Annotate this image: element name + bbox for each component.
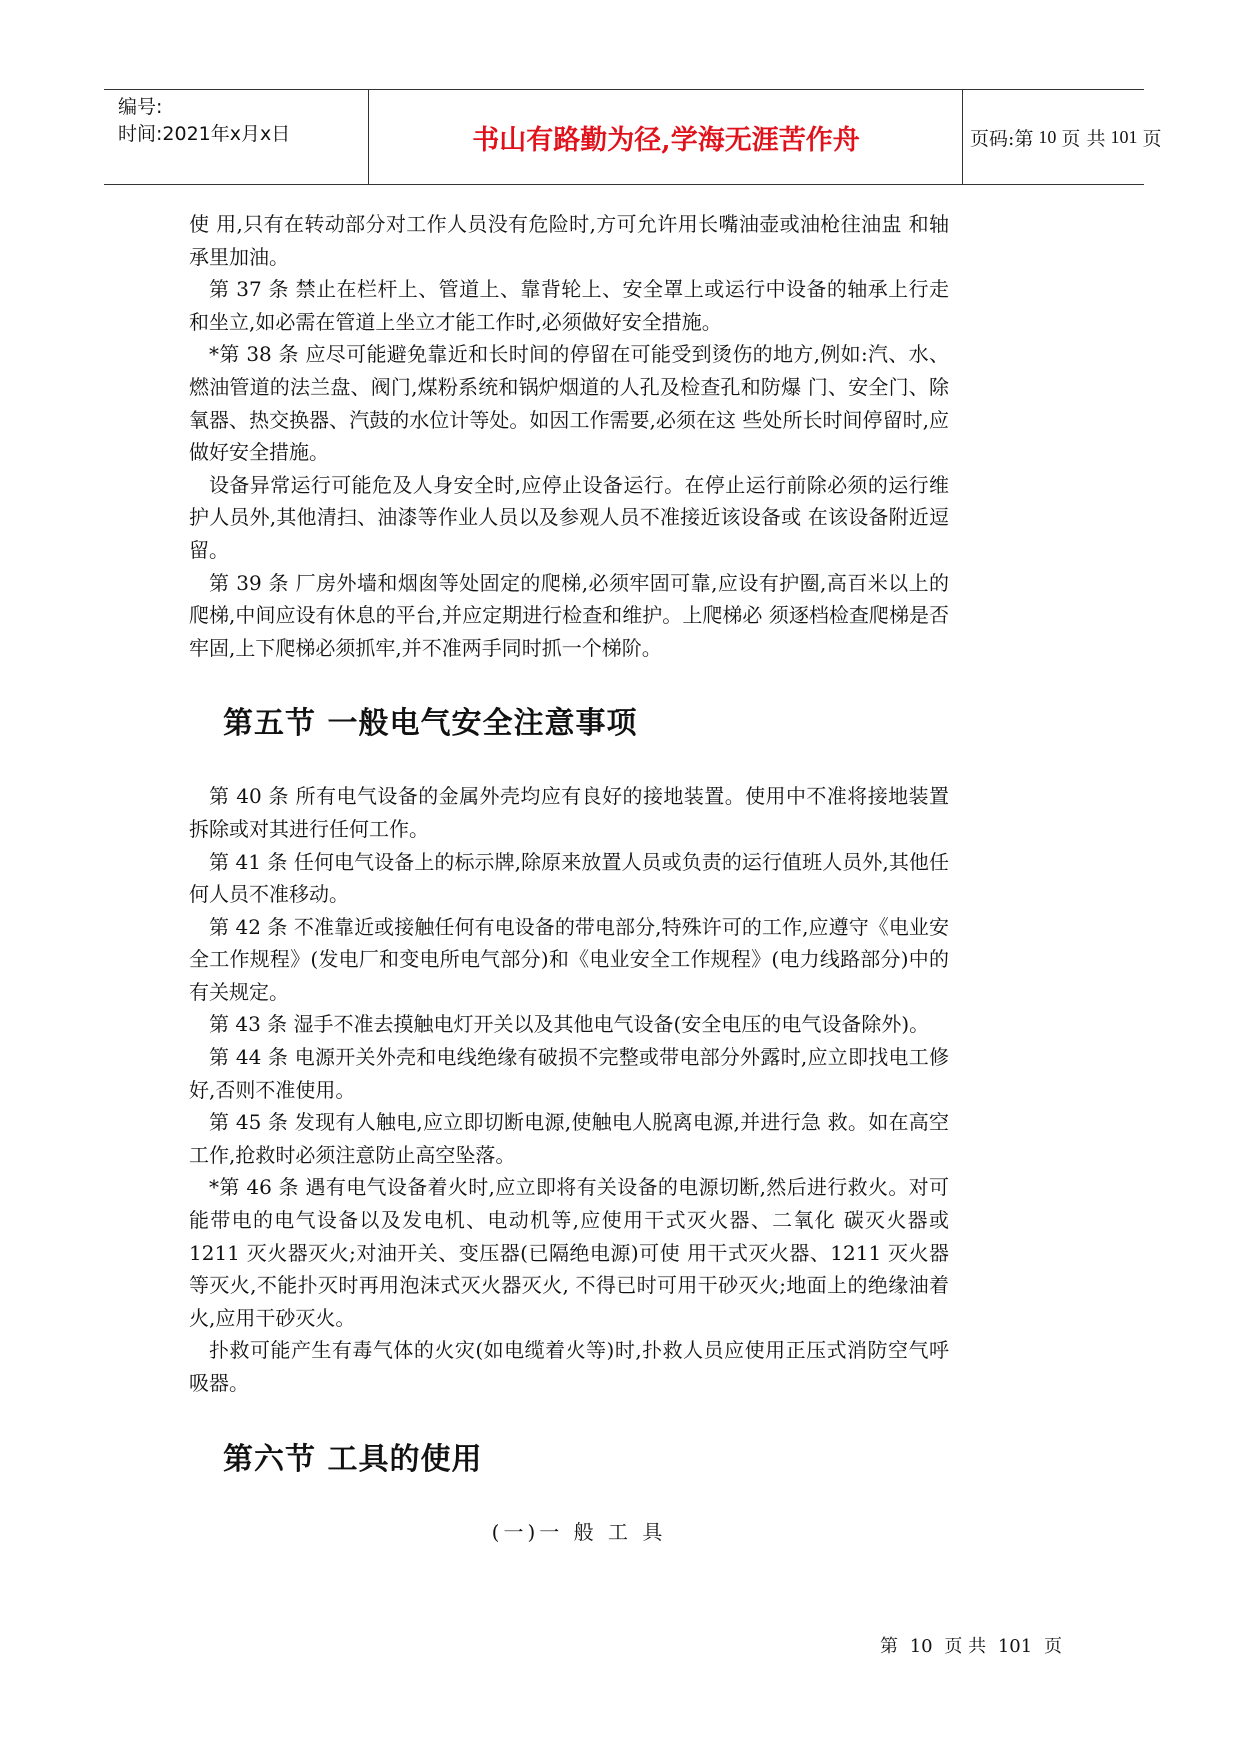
paragraph: 使 用,只有在转动部分对工作人员没有危险时,方可允许用长嘴油壶或油枪往油盅 和轴承里加油。 bbox=[189, 212, 949, 269]
header-page-number: 10 bbox=[1038, 126, 1057, 147]
header-page-indicator bbox=[970, 90, 1161, 184]
paragraph: *第 38 条 应尽可能避免靠近和长时间的停留在可能受到烫伤的地方,例如:汽、水、燃油管道的法兰盘、阀门,煤粉系统和锅炉烟道的人孔及检查孔和防爆 门、安全门、除氧器、热交换器、汽鼓的水位计等处。如因工作需要,必须在这 些处所长时间停留时,应做好安全措施。 bbox=[189, 342, 949, 465]
paragraph: 第 44 条 电源开关外壳和电线绝缘有破损不完整或带电部分外露时,应立即找电工修好,否则不准使用。 bbox=[189, 1045, 949, 1102]
section-5-heading: 第五节 一般电气安全注意事项 bbox=[223, 706, 638, 742]
serial-label: 编号: bbox=[118, 96, 163, 118]
paragraph: 第 37 条 禁止在栏杆上、管道上、靠背轮上、安全罩上或运行中设备的轴承上行走和坐立,如必需在管道上坐立才能工作时,必须做好安全措施。 bbox=[189, 277, 949, 334]
header-page-total: 101 bbox=[1110, 126, 1138, 147]
header-meta bbox=[118, 94, 368, 148]
paragraph: 第 43 条 湿手不准去摸触电灯开关以及其他电气设备(安全电压的电气设备除外)。 bbox=[209, 1012, 930, 1037]
header-divider bbox=[962, 90, 963, 184]
paragraph: 设备异常运行可能危及人身安全时,应停止设备运行。在停止运行前除必须的运行维护人员外,其他清扫、油漆等作业人员以及参观人员不准接近该设备或 在该设备附近逗留。 bbox=[189, 472, 949, 562]
footer-page-total: 101 bbox=[997, 1636, 1033, 1657]
paragraph: 扑救可能产生有毒气体的火灾(如电缆着火等)时,扑救人员应使用正压式消防空气呼吸器。 bbox=[189, 1338, 949, 1395]
time-label: 时间:2021年x月x日 bbox=[118, 123, 291, 145]
header-page-middle: 页 共 bbox=[1061, 127, 1106, 150]
page-footer bbox=[880, 1632, 1062, 1658]
paragraph: *第 46 条 遇有电气设备着火时,应立即将有关设备的电源切断,然后进行救火。对可能带电的电气设备以及发电机、电动机等,应使用干式灭火器、二氧化 碳灭火器或 1211 灭火器灭火;对油开关、变压器(已隔绝电源)可使 用干式灭火器、1211 灭火器等灭火,不能扑灭时再用泡沫式灭火器灭火, 不得已时可用干砂灭火;地面上的绝缘油着火,应用干砂灭火。 bbox=[189, 1175, 949, 1330]
footer-suffix: 页 bbox=[1043, 1636, 1062, 1657]
paragraph: 第 40 条 所有电气设备的金属外壳均应有良好的接地装置。使用中不准将接地装置拆除或对其进行任何工作。 bbox=[189, 784, 949, 841]
subsection-heading: (一)一 般 工 具 bbox=[491, 1519, 667, 1544]
page-header bbox=[104, 89, 1162, 185]
footer-middle: 页 共 bbox=[944, 1636, 987, 1657]
section-6-heading: 第六节 工具的使用 bbox=[223, 1441, 483, 1477]
paragraph: 第 39 条 厂房外墙和烟囱等处固定的爬梯,必须牢固可靠,应设有护圈,高百米以上的爬梯,中间应设有休息的平台,并应定期进行检查和维护。上爬梯必 须逐档检查爬梯是否牢固,上下爬梯必须抓牢,并不准两手同时抓一个梯阶。 bbox=[189, 570, 949, 660]
document-body bbox=[189, 208, 949, 1545]
footer-page-number: 10 bbox=[909, 1636, 933, 1657]
paragraph: 第 41 条 任何电气设备上的标示牌,除原来放置人员或负责的运行值班人员外,其他任何人员不准移动。 bbox=[189, 849, 949, 907]
footer-prefix: 第 bbox=[880, 1636, 898, 1657]
header-divider bbox=[368, 90, 369, 184]
paragraph: 第 42 条 不准靠近或接触任何有电设备的带电部分,特殊许可的工作,应遵守《电业安全工作规程》(发电厂和变电所电气部分)和《电业安全工作规程》(电力线路部分)中的有关规定。 bbox=[189, 914, 949, 1004]
header-page-prefix: 页码:第 bbox=[970, 127, 1034, 150]
paragraph: 第 45 条 发现有人触电,应立即切断电源,使触电人脱离电源,并进行急 救。如在高空工作,抢救时必须注意防止高空坠落。 bbox=[189, 1110, 949, 1167]
header-motto: 书山有路勤为径,学海无涯苦作舟 bbox=[472, 124, 860, 156]
header-page-suffix: 页 bbox=[1142, 127, 1162, 150]
